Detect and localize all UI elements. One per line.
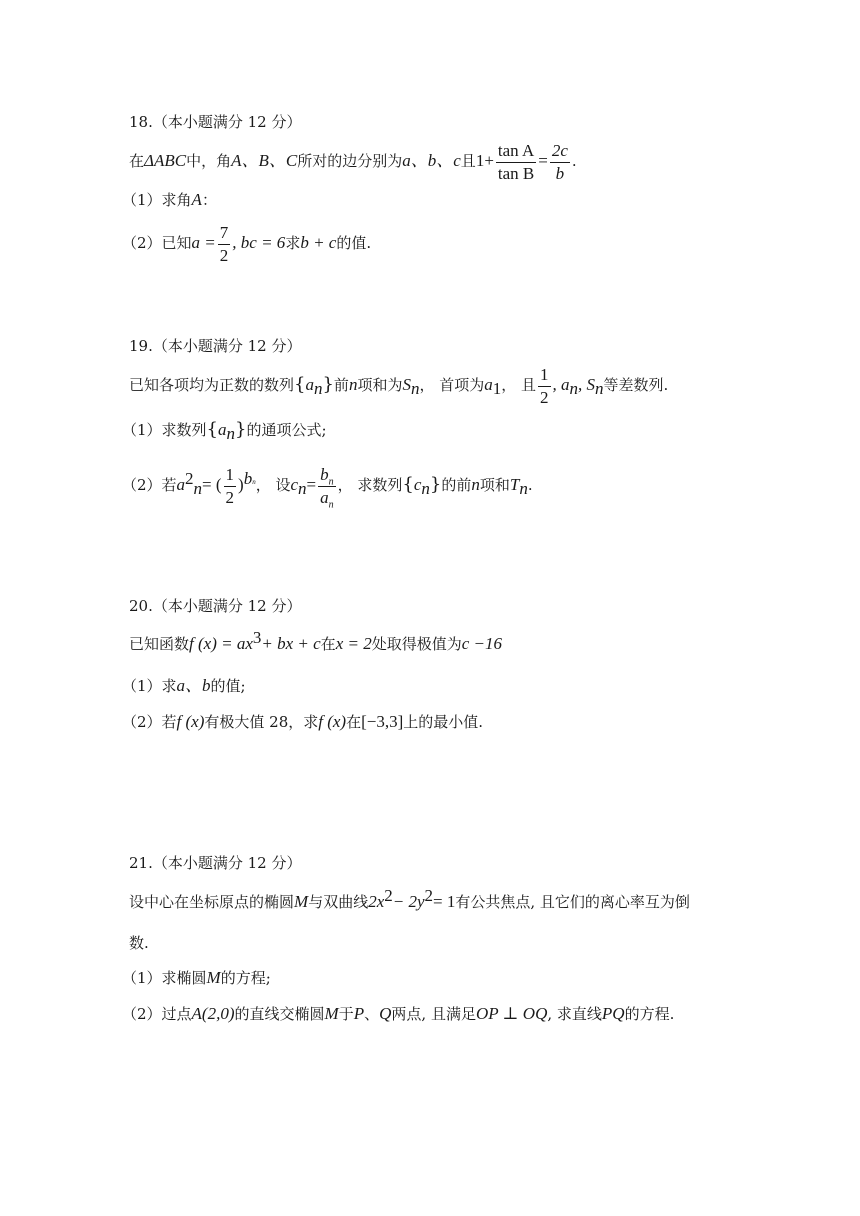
q21-sq1: 2	[384, 886, 393, 905]
q19-part2-an2-sub: n	[193, 479, 203, 498]
q18-triangle: ΔABC	[144, 151, 187, 170]
q19-part2-Tn: T	[509, 475, 520, 494]
q19-triple-an: , a	[552, 375, 570, 394]
q19-stem	[129, 362, 668, 408]
q21-part2-Q: Q	[379, 1004, 392, 1023]
q19-part2-eq2: =	[306, 475, 317, 494]
q19-part2-bn	[244, 469, 256, 488]
q19-part2-e: 项和	[479, 476, 510, 494]
q20-part2	[122, 712, 483, 732]
q21-part2	[122, 1004, 674, 1024]
q18-part2-mid: 求	[285, 234, 301, 252]
q20-header: 20.（本小题满分 12 分）	[129, 597, 302, 615]
q18-period: .	[571, 152, 577, 170]
q18-text: 中，角	[186, 152, 232, 170]
q19-an-sub: n	[313, 379, 323, 398]
q19-header: 19.（本小题满分 12 分）	[129, 337, 302, 355]
q19-text: 等差数列.	[603, 376, 669, 394]
q21-part1-b: 的方程;	[220, 969, 271, 987]
q19-part2-Tn-sub: n	[519, 479, 528, 498]
q18-part2	[122, 220, 371, 266]
q18-equals: =	[538, 151, 548, 170]
q19-triple-an-sub: n	[569, 379, 579, 398]
q19-part2-close: )	[238, 475, 244, 494]
q20-part2-b: 有极大值 28，求	[204, 713, 319, 731]
q20-part2-interval: [−3,3]	[361, 712, 404, 731]
q20-text: 已知函数	[129, 635, 190, 653]
q21-part2-e: 两点, 且满足	[391, 1005, 476, 1023]
q19-part2-half-num: 1	[224, 464, 237, 487]
q20-part1	[122, 676, 246, 696]
q19-half	[538, 364, 551, 409]
q19-part2-cn-sub: n	[298, 479, 307, 498]
q19-part2-cn2-sub: n	[421, 479, 430, 498]
q21-part1-M: M	[206, 968, 221, 987]
q19-text: 已知各项均为正数的数列	[129, 376, 295, 394]
q20-part2-f2: f (x)	[318, 712, 347, 731]
q18-header: 18.（本小题满分 12 分）	[129, 113, 302, 131]
q20-part2-c: 在	[346, 713, 362, 731]
q19-Sn: S	[402, 375, 411, 394]
q19-part2-frac-num	[318, 464, 336, 487]
q19-part2-fraction	[318, 464, 336, 509]
q19-part2-eq: = (	[202, 475, 222, 494]
q19-part2-d: 的前	[441, 476, 472, 494]
q19-triple-Sn-sub: n	[595, 379, 604, 398]
q19-part2	[122, 462, 533, 508]
q19-part2-bn-b: b	[243, 469, 253, 488]
q19-part2-frac-den-sub: n	[328, 498, 334, 510]
q20-part1-a: （1）求	[122, 677, 177, 695]
q19-part1-an: a	[218, 420, 227, 439]
q20-cube: 3	[252, 628, 262, 647]
q18-part2-end: 的值.	[336, 234, 372, 252]
q18-part2-label: （2）已知	[122, 234, 192, 252]
q18-part2-a: a =	[191, 233, 216, 252]
q21-part1	[122, 968, 271, 988]
q20-func-b: + bx + c	[261, 634, 321, 653]
q18-part2-sum: b + c	[300, 233, 337, 252]
q21-part2-point: A(2,0)	[191, 1004, 235, 1023]
q19-part2-half-den: 2	[225, 487, 235, 507]
q21-text: 设中心在坐标原点的椭圆	[129, 893, 295, 911]
q19-part1-a: （1）求数列	[122, 421, 207, 439]
q19-part2-b: ， 设	[255, 476, 291, 494]
q18-part2-frac-num: 7	[218, 222, 231, 245]
q19-part2-cn2: c	[413, 475, 422, 494]
q20-part2-f: f (x)	[176, 712, 205, 731]
q18-frac-den: tan B	[497, 163, 535, 183]
q20-stem	[129, 628, 503, 654]
q21-part2-P: P	[353, 1004, 365, 1023]
q19-a1-sub: 1	[492, 379, 502, 398]
q19-part2-an2: a	[176, 475, 186, 494]
q19-part1-brace-close: }	[235, 419, 247, 440]
q18-sides: a、b、c	[402, 151, 461, 170]
q20-func: f (x) = ax	[189, 634, 253, 653]
q19-part2-n: n	[471, 475, 480, 494]
q18-part1-var: A	[191, 190, 202, 209]
q21-part2-a: （2）过点	[122, 1005, 192, 1023]
q21-hyper-c: = 1	[433, 892, 456, 911]
q19-part2-frac-num-sub: n	[328, 475, 334, 487]
q21-part2-perp: OP ⊥ OQ	[475, 1004, 548, 1023]
q19-part1-b: 的通项公式;	[246, 421, 327, 439]
q18-text: 在	[129, 152, 145, 170]
q18-fraction-tan	[496, 140, 536, 185]
q19-brace-close: }	[322, 374, 334, 395]
q19-part2-bn-sub: n	[252, 478, 256, 486]
q21-part2-PQ: PQ	[601, 1004, 625, 1023]
q18-part1-end: ：	[201, 191, 217, 209]
q19-half-num: 1	[538, 364, 551, 387]
q20-part2-d: 上的最小值.	[403, 713, 484, 731]
q18-frac-num: tan A	[496, 140, 536, 163]
q20-text: 在	[320, 635, 336, 653]
q21-hyper-b: − 2y	[392, 892, 425, 911]
q19-text: ， 且	[501, 376, 537, 394]
q19-a1: a	[484, 375, 493, 394]
q21-part2-c: 于	[338, 1005, 354, 1023]
q18-fraction-2c-b	[550, 140, 570, 185]
q21-M: M	[294, 892, 309, 911]
q19-text: ， 首项为	[419, 376, 485, 394]
q18-one-plus: 1+	[475, 151, 494, 170]
q21-header: 21.（本小题满分 12 分）	[129, 854, 302, 872]
q19-Sn-sub: n	[410, 379, 420, 398]
q20-value: c −16	[461, 634, 503, 653]
q18-stem	[129, 138, 577, 184]
q21-sq2: 2	[424, 886, 434, 905]
q18-frac2-num: 2c	[550, 140, 570, 163]
q19-part1	[122, 419, 327, 443]
q21-text: 有公共焦点, 且它们的离心率互为倒	[455, 893, 690, 911]
q21-part2-f: , 求直线	[547, 1005, 602, 1023]
q19-n: n	[348, 375, 358, 394]
q21-part2-d: 、	[364, 1005, 380, 1023]
q19-half-den: 2	[540, 387, 549, 407]
q19-part2-brace-open: {	[402, 474, 414, 495]
q19-part2-a: （2）若	[122, 476, 177, 494]
q19-part1-an-sub: n	[226, 424, 235, 443]
q19-text: 项和为	[357, 376, 403, 394]
q18-frac2-den: b	[555, 163, 565, 183]
q18-part1	[122, 190, 217, 210]
q19-part2-c: ， 求数列	[337, 476, 403, 494]
q20-part2-a: （2）若	[122, 713, 177, 731]
q18-text: 所对的边分别为	[297, 152, 403, 170]
q19-part2-frac-den	[318, 487, 336, 509]
q19-part2-sq: 2	[185, 469, 194, 488]
q18-angles: A、B、C	[231, 151, 298, 170]
q21-part2-g: 的方程.	[624, 1005, 675, 1023]
q21-part2-b: 的直线交椭圆	[234, 1005, 325, 1023]
q18-part1-label: （1）求角	[122, 191, 192, 209]
q19-brace-open: {	[294, 374, 306, 395]
q19-an: a	[305, 375, 314, 394]
q21-part1-a: （1）求椭圆	[122, 969, 207, 987]
q19-part2-brace-close: }	[429, 474, 442, 495]
q19-part1-brace-open: {	[206, 419, 218, 440]
q20-part1-vars: a、b	[176, 676, 211, 695]
q21-stem-cont: 数.	[129, 934, 149, 952]
q18-part2-bc: , bc = 6	[232, 233, 286, 252]
q18-text: 且	[460, 152, 476, 170]
q19-part2-half	[224, 464, 237, 509]
q19-part2-frac-den-a: a	[320, 487, 329, 507]
q20-part1-b: 的值;	[210, 677, 246, 695]
q21-part2-M: M	[324, 1004, 339, 1023]
q20-xeq: x = 2	[335, 634, 372, 653]
q21-stem	[129, 886, 690, 912]
q19-part2-cn: c	[290, 475, 299, 494]
q18-part2-fraction	[218, 222, 231, 267]
q19-triple-Sn: , S	[578, 375, 596, 394]
q19-part2-end: .	[527, 476, 533, 494]
q18-part2-frac-den: 2	[219, 245, 229, 265]
q19-text: 前	[333, 376, 349, 394]
q20-text: 处取得极值为	[371, 635, 462, 653]
q19-part2-frac-num-b: b	[320, 464, 329, 484]
q21-hyper-a: 2x	[368, 892, 385, 911]
q21-text: 与双曲线	[308, 893, 369, 911]
